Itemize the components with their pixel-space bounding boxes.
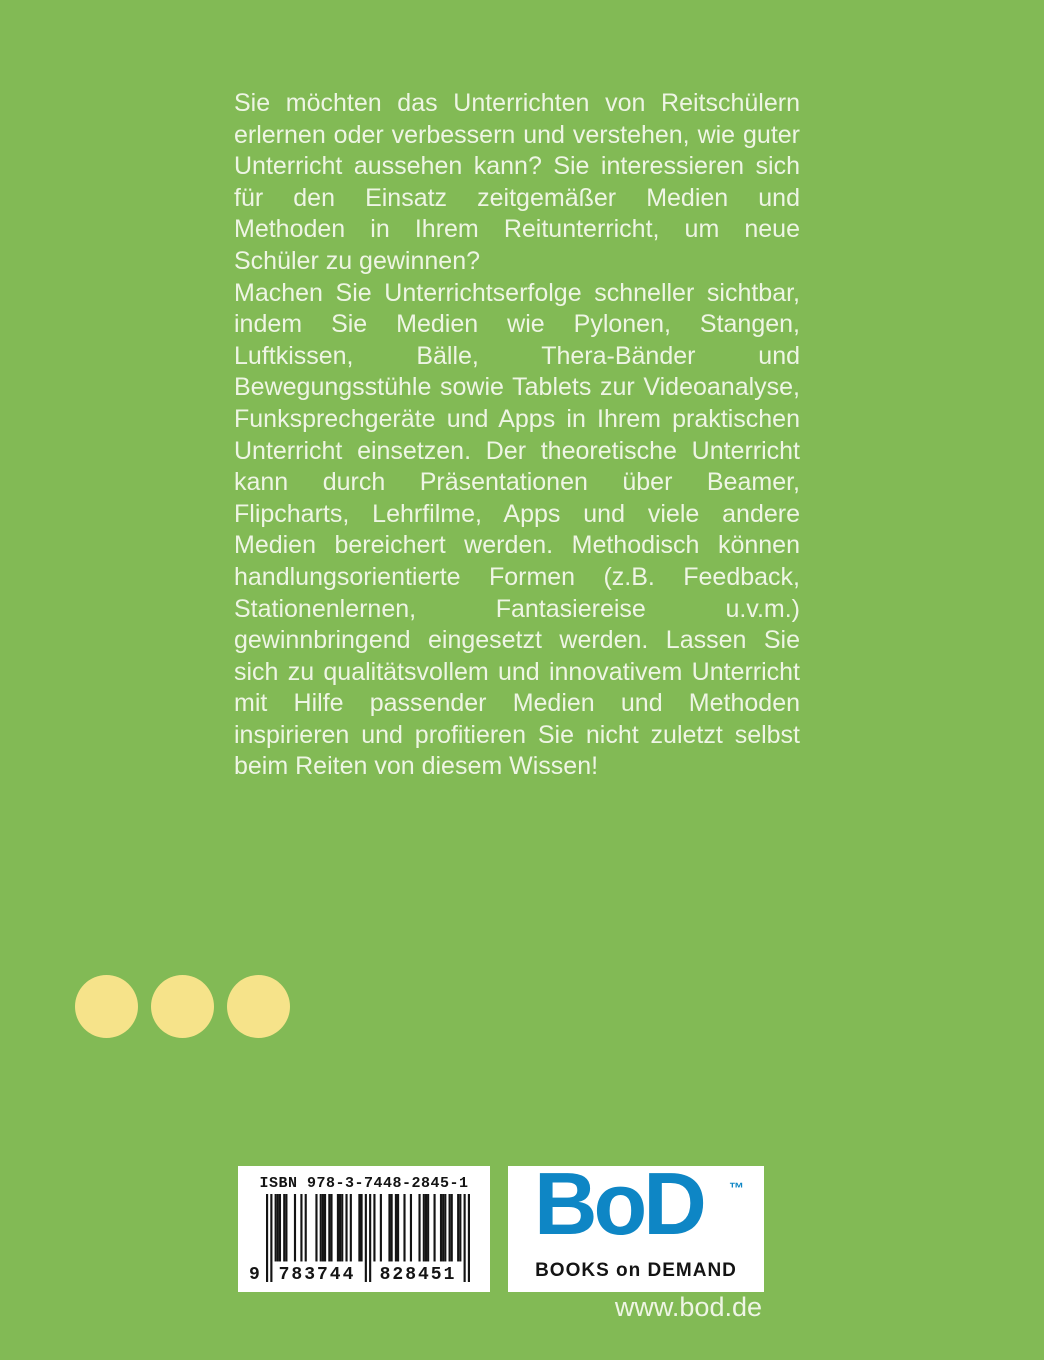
yellow-dot-icon xyxy=(151,975,214,1038)
bod-tagline: BOOKS on DEMAND xyxy=(535,1260,737,1281)
barcode-leading-digit: 9 xyxy=(249,1265,260,1285)
bod-logo-block xyxy=(508,1154,764,1292)
yellow-dot-icon xyxy=(227,975,290,1038)
publisher-website: www.bod.de xyxy=(614,1292,762,1322)
blurb-paragraph-1: Sie möchten das Unterrichten von Reitschülern erlernen oder verbessern und verstehen, wie guter Unterricht aussehen kann? Sie interessieren sich für den Einsatz zeitgemäßer Medien und Methoden in Ihrem Reitunterricht, um neue Schüler zu gewinnen? xyxy=(234,89,800,275)
blurb-paragraph-2: Machen Sie Unterrichtserfolge schneller sichtbar, indem Sie Medien wie Pylonen, Stangen, Luftkissen, Bälle, Thera-Bänder und Bewegungsstühle sowie Tablets zur Videoanalyse, Funksprechgeräte und Apps in Ihrem praktischen Unterricht einsetzen. Der theoretische Unterricht kann durch Präsentationen über Beamer, Flipcharts, Lehrfilme, Apps und viele andere Medien bereichert werden. Methodisch können handlungsorientierte Formen (z.B. Feedback, Stationenlernen, Fantasiereise u.v.m.) gewinnbringend eingesetzt werden. Lassen Sie sich zu qualitätsvollem und innovativem Unterricht mit Hilfe passender Medien und Methoden inspirieren und profitieren Sie nicht zuletzt selbst beim Reiten von diesem Wissen! xyxy=(234,278,800,781)
yellow-dot-icon xyxy=(75,975,138,1038)
decorative-dots xyxy=(75,975,290,1038)
barcode-digit-group-1: 783744 xyxy=(278,1265,356,1285)
trademark-icon: ™ xyxy=(729,1180,744,1197)
isbn-barcode-block xyxy=(238,1166,490,1292)
back-cover-blurb xyxy=(234,88,800,783)
barcode-digit-group-2: 828451 xyxy=(379,1265,457,1285)
isbn-label: ISBN 978-3-7448-2845-1 xyxy=(259,1175,469,1192)
bod-logo-text: BoD xyxy=(534,1154,703,1253)
ean13-barcode-wrap xyxy=(248,1194,480,1286)
